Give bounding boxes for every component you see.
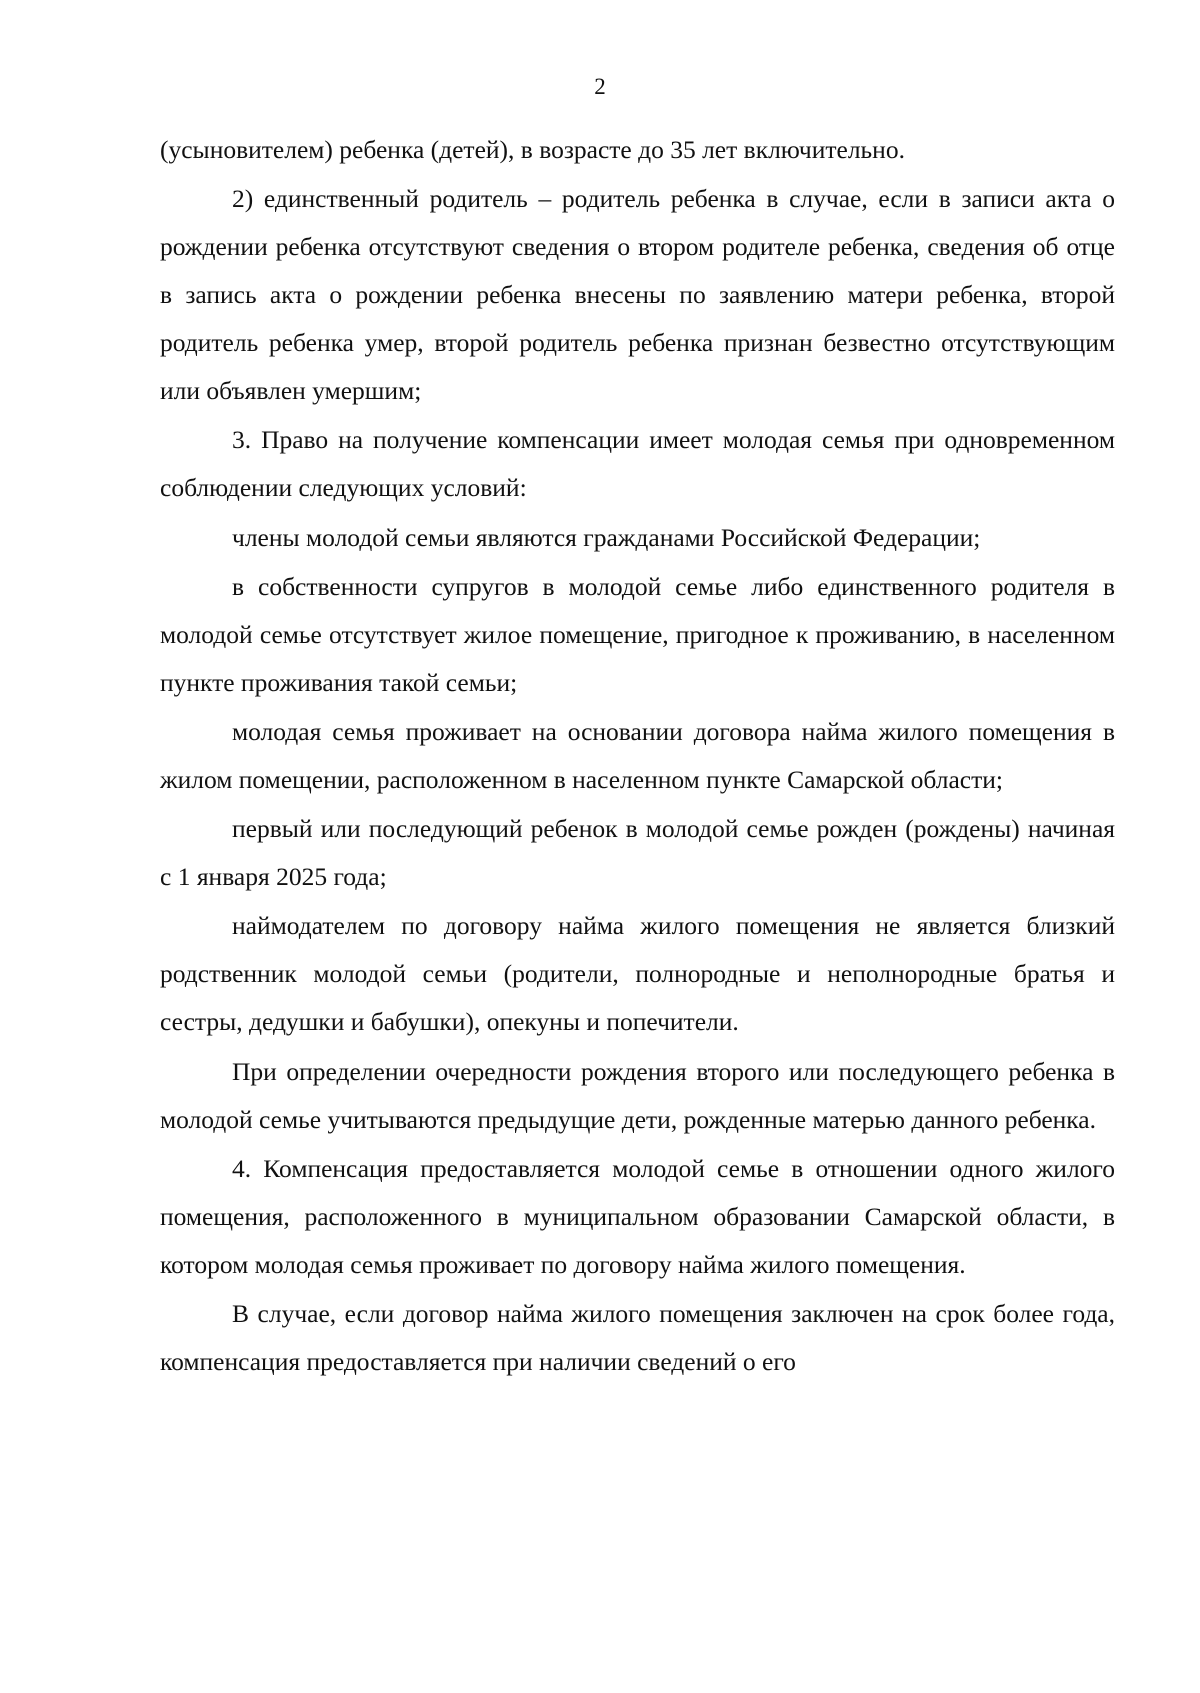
- paragraph-continuation: (усыновителем) ребенка (детей), в возрасте до 35 лет включительно.: [160, 135, 905, 164]
- page-number: 2: [594, 74, 606, 99]
- document-body: [160, 126, 1115, 1387]
- paragraph-condition-landlord: наймодателем по договору найма жилого помещения не является близкий родственник молодой семьи (родители, полнородные и неполнородные братья и сестры, дедушки и бабушки), опекуны и попечители.: [160, 911, 1115, 1037]
- paragraph-birth-order: При определении очередности рождения второго или последующего ребенка в молодой семье учитываются предыдущие дети, рожденные матерью данного ребенка.: [160, 1056, 1115, 1134]
- paragraph-condition-no-housing: в собственности супругов в молодой семье либо единственного родителя в молодой семье отсутствует жилое помещение, пригодное к проживанию, в населенном пункте проживания такой семьи;: [160, 571, 1115, 697]
- paragraph-condition-child-born: первый или последующий ребенок в молодой семье рожден (рождены) начиная с 1 января 2025 года;: [160, 814, 1115, 892]
- paragraph-condition-rental: молодая семья проживает на основании договора найма жилого помещения в жилом помещении, расположенном в населенном пункте Самарской области;: [160, 716, 1115, 794]
- paragraph-section-4: 4. Компенсация предоставляется молодой семье в отношении одного жилого помещения, расположенного в муниципальном образовании Самарской области, в котором молодая семья проживает по договору найма жилого помещения.: [160, 1153, 1115, 1279]
- paragraph-condition-citizenship: члены молодой семьи являются гражданами Российской Федерации;: [232, 522, 981, 552]
- paragraph-section-3: 3. Право на получение компенсации имеет молодая семья при одновременном соблюдении следующих условий:: [160, 425, 1115, 503]
- paragraph-single-parent-definition: 2) единственный родитель – родитель ребенка в случае, если в записи акта о рождении ребенка отсутствуют сведения о втором родителе ребенка, сведения об отце в запись акта о рождении ребенка внесены по заявлению матери ребенка, второй родитель ребенка умер, второй родитель ребенка признан безвестно отсутствующим или объявлен умершим;: [160, 184, 1115, 406]
- paragraph-rental-term: В случае, если договор найма жилого помещения заключен на срок более года, компенсация предоставляется при наличии сведений о его: [160, 1298, 1115, 1376]
